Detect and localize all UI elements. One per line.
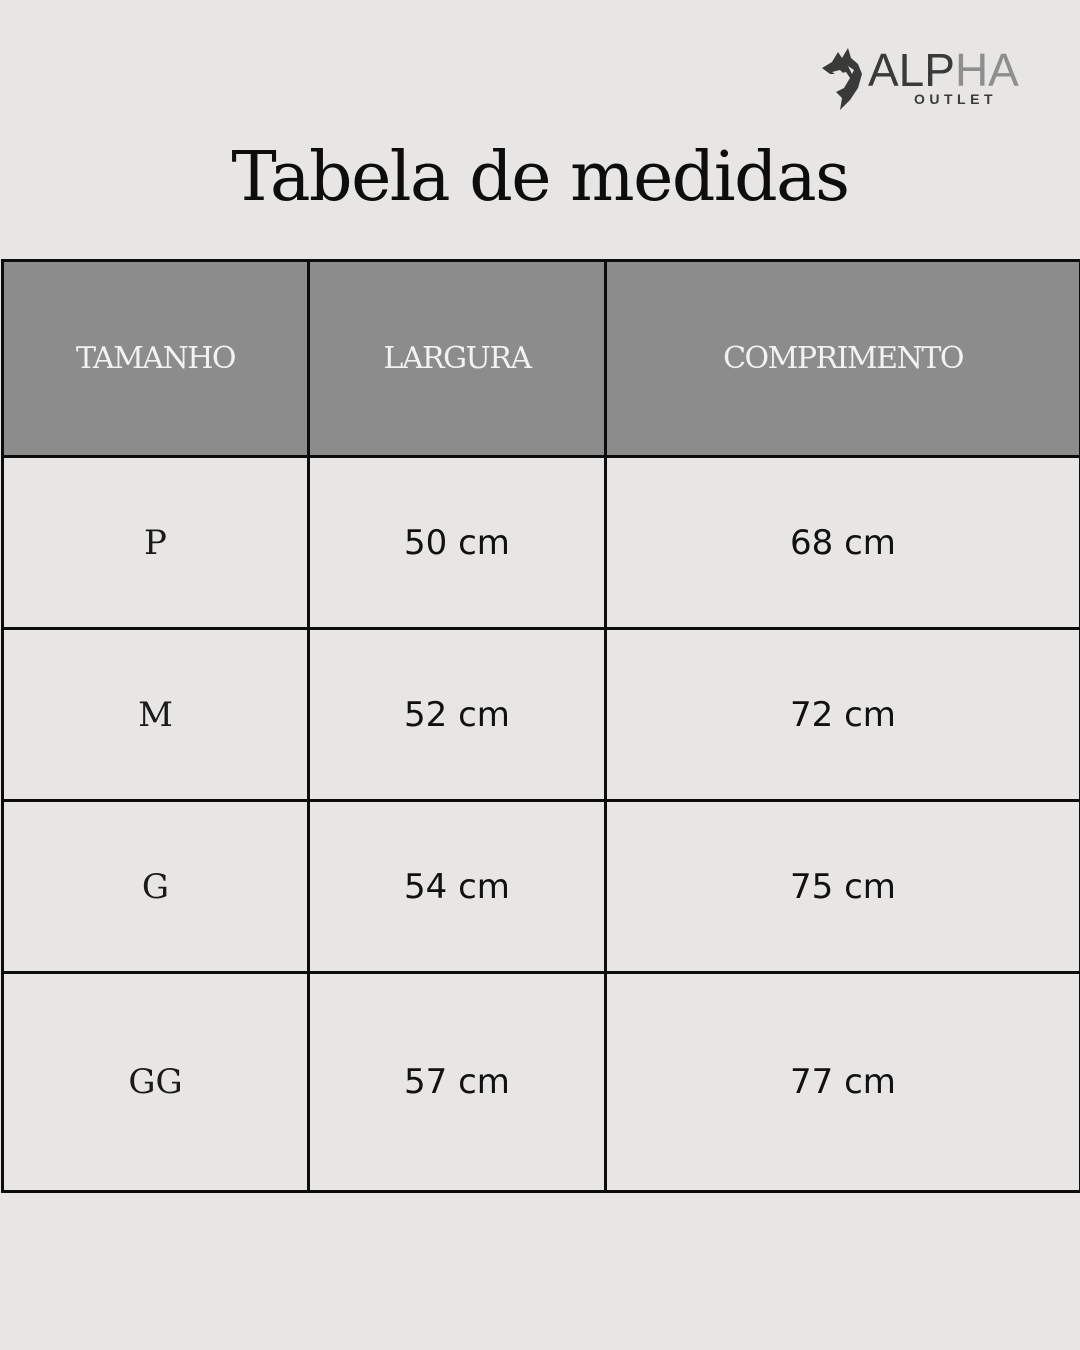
- length-cell: 75 cm: [606, 801, 1080, 973]
- length-cell: 77 cm: [606, 973, 1080, 1192]
- table-row: [3, 457, 1080, 629]
- width-cell: 57 cm: [309, 973, 606, 1192]
- table-row: [3, 801, 1080, 973]
- length-cell: 72 cm: [606, 629, 1080, 801]
- width-cell: 50 cm: [309, 457, 606, 629]
- size-cell: GG: [3, 973, 309, 1192]
- page-title: Tabela de medidas: [231, 138, 849, 217]
- size-cell: G: [3, 801, 309, 973]
- column-header-length: COMPRIMENTO: [606, 261, 1080, 457]
- column-header-size: TAMANHO: [3, 261, 309, 457]
- width-cell: 54 cm: [309, 801, 606, 973]
- table-header-row: [3, 261, 1080, 457]
- wolf-icon: [818, 44, 870, 112]
- size-cell: M: [3, 629, 309, 801]
- brand-subtitle: OUTLET: [914, 91, 997, 107]
- brand-name: [868, 46, 1019, 94]
- brand-name-dark: ALP: [868, 44, 955, 96]
- width-cell: 52 cm: [309, 629, 606, 801]
- table-row: [3, 973, 1080, 1192]
- table-row: [3, 629, 1080, 801]
- length-cell: 68 cm: [606, 457, 1080, 629]
- size-table: [1, 259, 1080, 1193]
- size-cell: P: [3, 457, 309, 629]
- column-header-width: LARGURA: [309, 261, 606, 457]
- brand-name-light: HA: [954, 44, 1019, 96]
- brand-logo: [818, 44, 1058, 114]
